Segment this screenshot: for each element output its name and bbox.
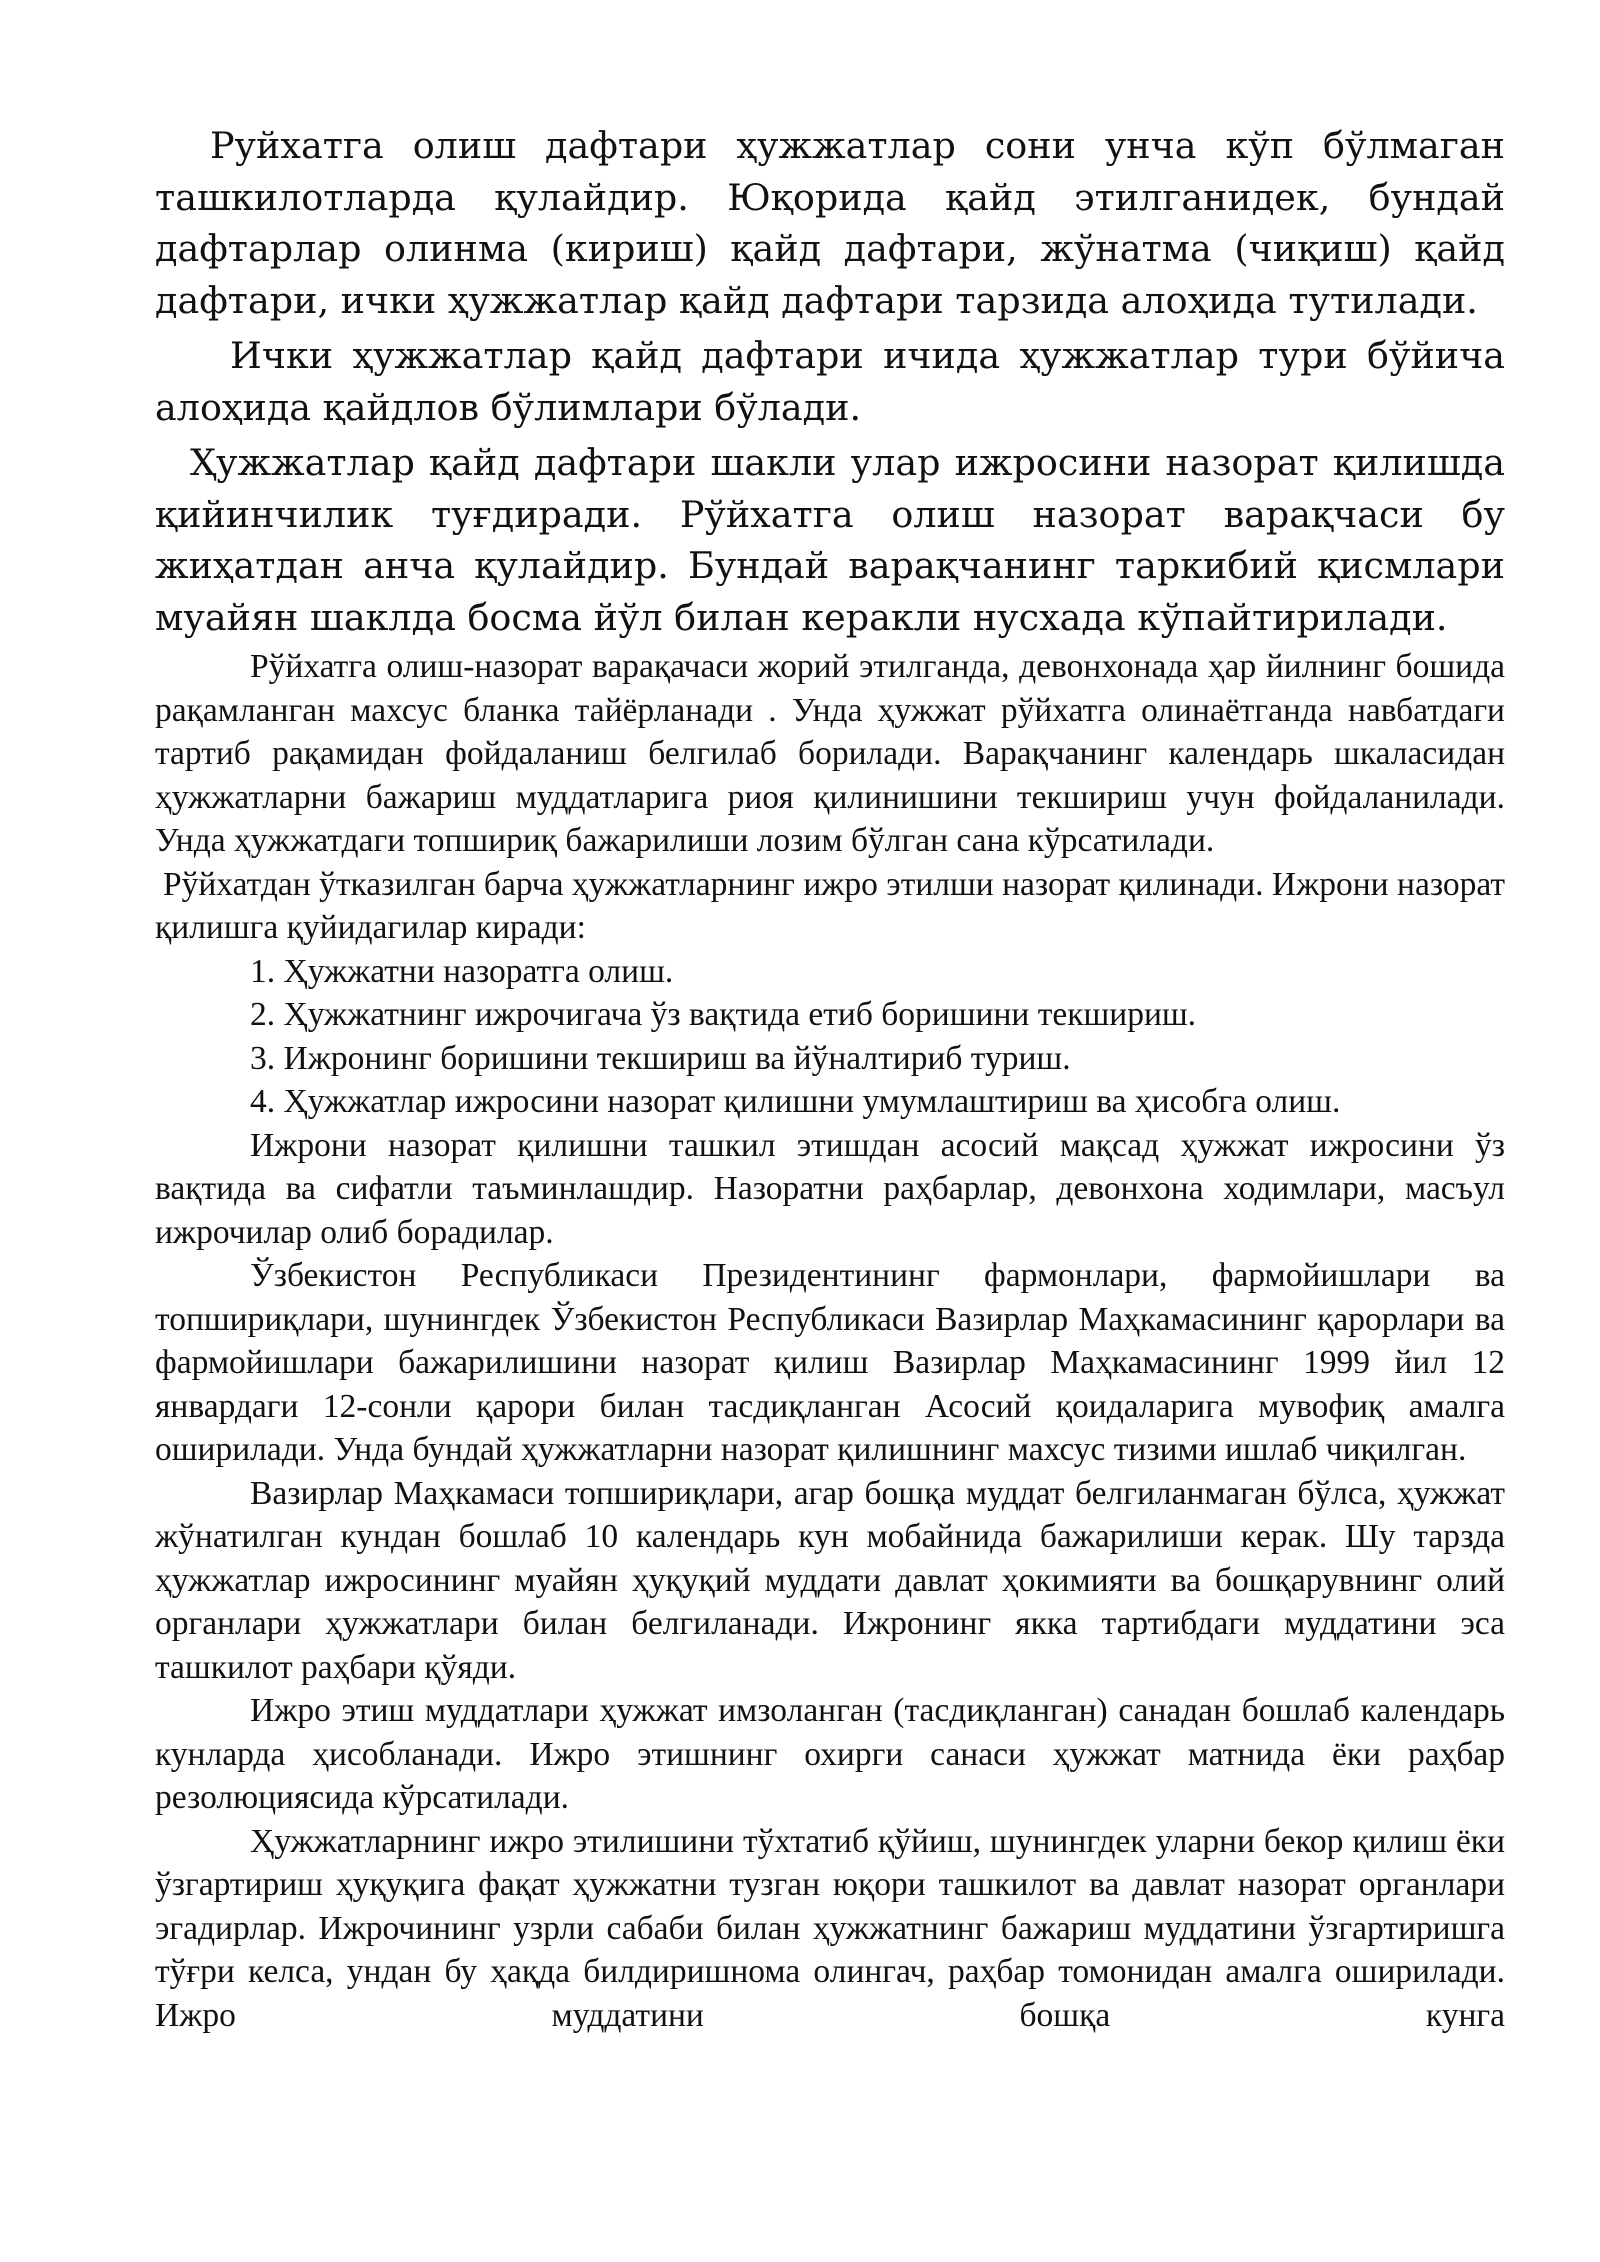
paragraph-deadline-calculation: Ижро этиш муддатлари ҳужжат имзоланган (тасдиқланган) санадан бошлаб календарь кунларда ҳисобланади. Ижро этишнинг охирги санаси ҳужжат матнида ёки раҳбар резолюциясида кўрсатилади. (155, 1692, 1505, 1816)
paragraph-control-card: Рўйхатга олиш-назорат варақачаси жорий этилганда, девонхонада ҳар йилнинг бошида рақамланган махсус бланка тайёрланади . Унда ҳужжат рўйхатга олинаётганда навбатдаги тартиб рақамидан фойдаланиш белгилаб борилади. Варақчанинг календарь шкаласидан ҳужжатларни бажариш муддатларига риоя қилинишини текшириш учун фойдаланилади. Унда ҳужжатдаги топшириқ бажарилиши лозим бўлган сана кўрсатилади. (155, 648, 1505, 859)
paragraph-journal-form: Ҳужжатлар қайд дафтари шакли улар ижросини назорат қилишда қийинчилик туғдиради. Рўйхатга олиш назорат варақчаси бу жиҳатдан анча қулайдир. Бундай варақчанинг таркибий қисмлари муайян шаклда босма йўл билан керакли нусхада кўпайтирилади. (155, 441, 1505, 639)
paragraph-presidential-decrees: Ўзбекистон Республикаси Президентининг фармонлари, фармойишлари ва топшириқлари, шунингдек Ўзбекистон Республикаси Вазирлар Маҳкамасининг қарорлари ва фармойишлари бажарилишини назорат қилиш Вазирлар Маҳкамасининг 1999 йил 12 январдаги 12-сонли қарори билан тасдиқланган Асосий қоидаларига мувофиқ амалга оширилади. Унда бундай ҳужжатларни назорат қилишнинг махсус тизими ишлаб чиқилган. (155, 1257, 1505, 1468)
paragraph-internal-journal: Ички ҳужжатлар қайд дафтари ичида ҳужжатлар тури бўйича алоҳида қайдлов бўлимлари бўлади. (155, 334, 1505, 429)
list-item: 1. Ҳужжатни назоратга олиш. (250, 952, 674, 990)
list-item: 4. Ҳужжатлар ижросини назорат қилишни умумлаштириш ва ҳисобга олиш. (250, 1083, 1341, 1120)
paragraph-control-goal: Ижрони назорат қилишни ташкил этишдан асосий мақсад ҳужжат ижросини ўз вақтида ва сифатли таъминлашдир. Назоратни раҳбарлар, девонхона ходимлари, масъул ижрочилар олиб борадилар. (155, 1126, 1505, 1251)
list-item: 2. Ҳужжатнинг ижрочигача ўз вақтида етиб боришини текшириш. (250, 996, 1197, 1033)
paragraph-cabinet-deadlines: Вазирлар Маҳкамаси топшириқлари, агар бошқа муддат белгиланмаган бўлса, ҳужжат жўнатилган кундан бошлаб 10 календарь кун мобайнида бажарилиши керак. Шу тарзда ҳужжатлар ижросининг муайян ҳуқуқий муддати давлат ҳокимияти ва бошқарувнинг олий органлари ҳужжатлари билан белгиланади. Ижронинг якка тартибдаги муддатини эса ташкилот раҳбари қўяди. (155, 1474, 1505, 1686)
paragraph-suspension-rights: Ҳужжатларнинг ижро этилишини тўхтатиб қўйиш, шунингдек уларни бекор қилиш ёки ўзгартириш ҳуқуқига фақат ҳужжатни тузган юқори ташкилот ва давлат назорат органлари эгадирлар. Ижрочининг узрли сабаби билан ҳужжатнинг бажариш муддатини ўзгартиришга тўғри келса, ундан бу ҳақда билдиришнома олингач, раҳбар томонидан амалга оширилади. Ижро муддатини бошқа кунга (155, 1822, 1505, 2034)
paragraph-registration-journal: Руйхатга олиш дафтари ҳужжатлар сони унча кўп бўлмаган ташкилотларда қулайдир. Юқорида қайд этилганидек, бундай дафтарлар олинма (кириш) қайд дафтари, жўнатма (чиқиш) қайд дафтари, ички ҳужжатлар қайд дафтари тарзида алоҳида тутилади. (155, 124, 1505, 322)
list-item: 3. Ижронинг боришини текшириш ва йўналтириб туриш. (250, 1039, 1071, 1077)
control-steps-list (155, 950, 1505, 1124)
document-page (155, 120, 1505, 2037)
paragraph-execution-control: Рўйхатдан ўтказилган барча ҳужжатларнинг ижро этилши назорат қилинади. Ижрони назорат қилишга қуйидагилар киради: (155, 865, 1505, 946)
